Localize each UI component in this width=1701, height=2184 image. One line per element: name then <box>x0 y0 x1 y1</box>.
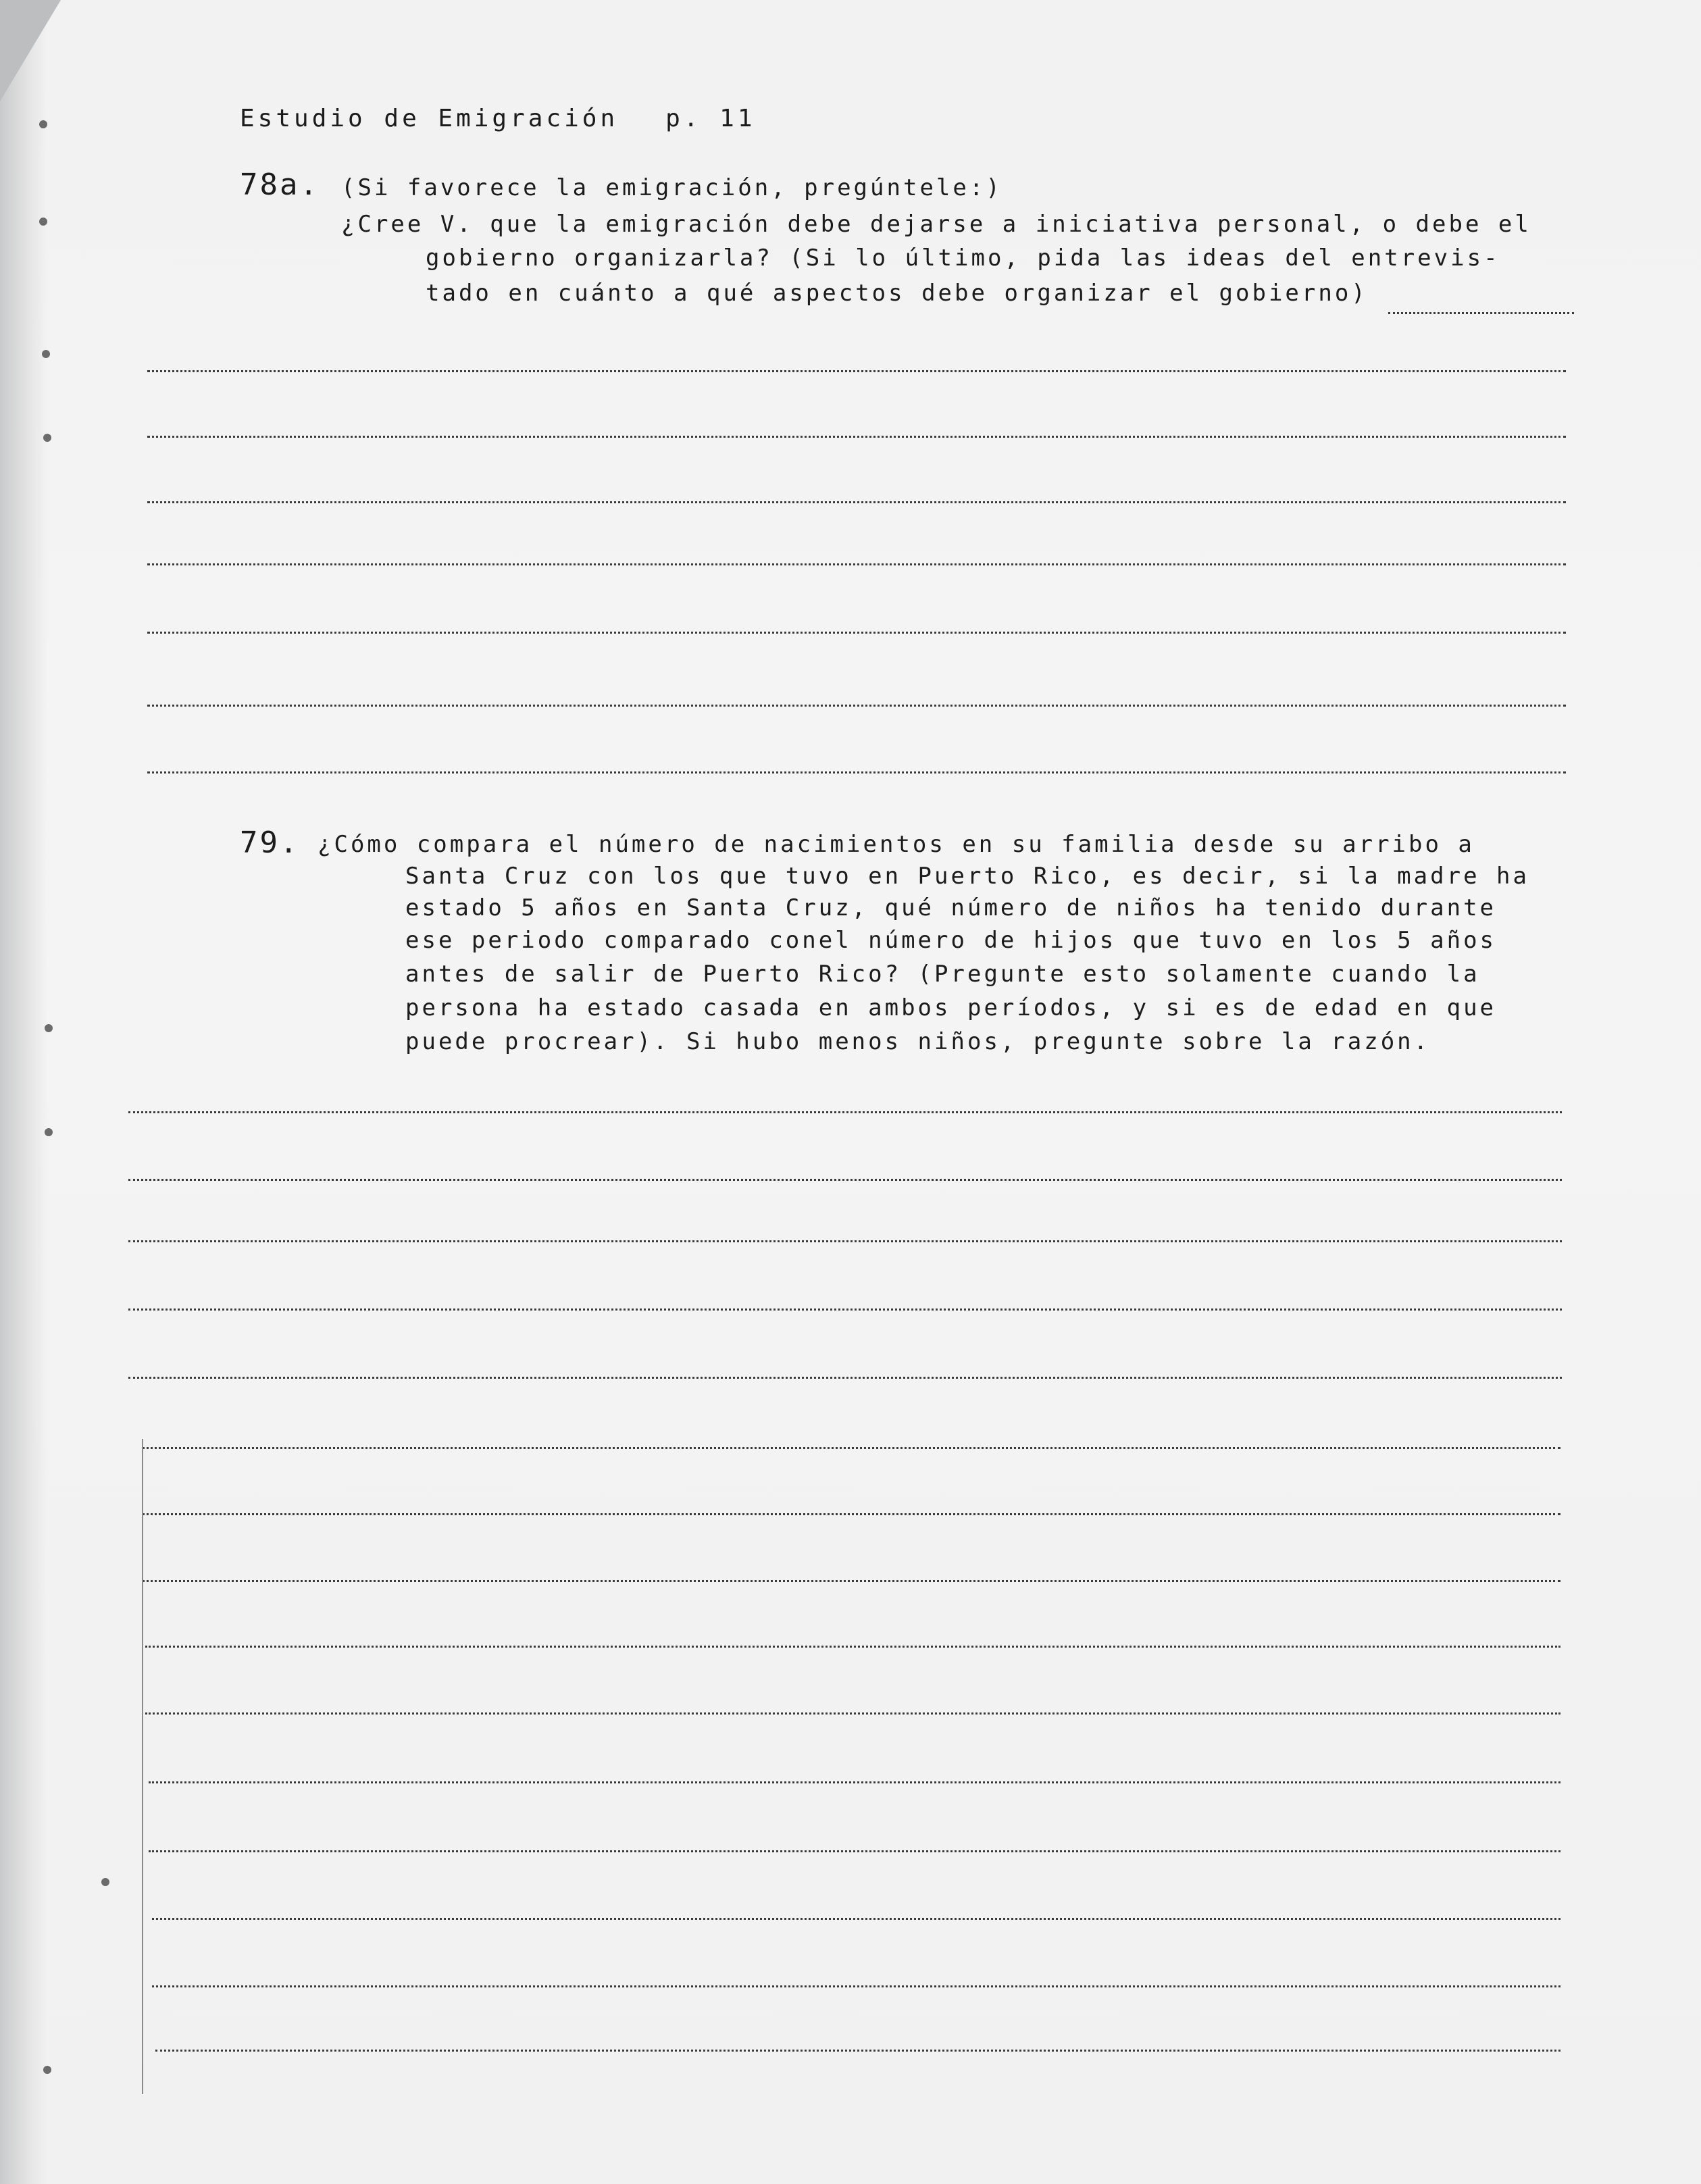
margin-pencil-line <box>142 1439 143 2094</box>
answer-line[interactable] <box>128 1179 1562 1181</box>
answer-line[interactable] <box>149 1781 1560 1783</box>
answer-line[interactable] <box>152 1918 1560 1920</box>
question-78a-number: 78a. <box>240 168 320 202</box>
question-79-line: persona ha estado casada en ambos períodos, y si es de edad en que <box>405 994 1497 1021</box>
question-79-line: ese periodo comparado conel número de hijos que tuvo en los 5 años <box>405 927 1497 954</box>
question-79-line: ¿Cómo compara el número de nacimientos en su familia desde su arribo a <box>318 831 1475 858</box>
answer-line[interactable] <box>145 1646 1560 1648</box>
question-79-number: 79. <box>240 826 300 860</box>
answer-line[interactable] <box>128 1240 1562 1242</box>
answer-line[interactable] <box>1388 312 1574 314</box>
header-page-number: p. 11 <box>665 105 756 132</box>
page-header <box>240 105 756 132</box>
answer-line[interactable] <box>155 2050 1560 2052</box>
answer-line[interactable] <box>142 1447 1560 1449</box>
question-78a-line: gobierno organizarla? (Si lo último, pida las ideas del entrevis- <box>426 245 1500 272</box>
question-79-line: estado 5 años en Santa Cruz, qué número de niños ha tenido durante <box>405 894 1497 921</box>
question-78a-line: tado en cuánto a qué aspectos debe organizar el gobierno) <box>426 280 1368 307</box>
answer-line[interactable] <box>149 1850 1560 1852</box>
answer-line[interactable] <box>147 436 1566 438</box>
answer-line[interactable] <box>128 1377 1562 1379</box>
answer-line[interactable] <box>147 632 1566 634</box>
punch-hole-mark <box>39 120 47 128</box>
punch-hole-mark <box>42 350 50 358</box>
header-title: Estudio de Emigración <box>240 105 619 132</box>
answer-line[interactable] <box>147 771 1566 773</box>
punch-hole-mark <box>43 434 51 442</box>
question-78a-line: ¿Cree V. que la emigración debe dejarse a iniciativa personal, o debe el <box>341 211 1531 238</box>
answer-line[interactable] <box>152 1985 1560 1987</box>
answer-line[interactable] <box>147 563 1566 565</box>
punch-hole-mark <box>45 1024 53 1032</box>
punch-hole-mark <box>39 218 47 226</box>
punch-hole-mark <box>43 2066 51 2074</box>
answer-line[interactable] <box>142 1513 1560 1515</box>
punch-hole-mark <box>45 1128 53 1136</box>
question-78a-line: (Si favorece la emigración, pregúntele:) <box>341 174 1002 201</box>
answer-line[interactable] <box>128 1111 1562 1113</box>
answer-line[interactable] <box>128 1309 1562 1311</box>
folded-corner <box>0 0 61 101</box>
answer-line[interactable] <box>142 1580 1560 1582</box>
answer-line[interactable] <box>147 501 1566 503</box>
question-79-line: antes de salir de Puerto Rico? (Pregunte esto solamente cuando la <box>405 961 1480 988</box>
question-79-line: Santa Cruz con los que tuvo en Puerto Rico, es decir, si la madre ha <box>405 863 1529 890</box>
answer-line[interactable] <box>147 705 1566 707</box>
punch-hole-mark <box>101 1878 109 1886</box>
answer-line[interactable] <box>147 370 1566 372</box>
page-edge-shadow <box>0 0 47 2184</box>
answer-line[interactable] <box>145 1712 1560 1715</box>
question-79-line: puede procrear). Si hubo menos niños, pregunte sobre la razón. <box>405 1028 1431 1055</box>
